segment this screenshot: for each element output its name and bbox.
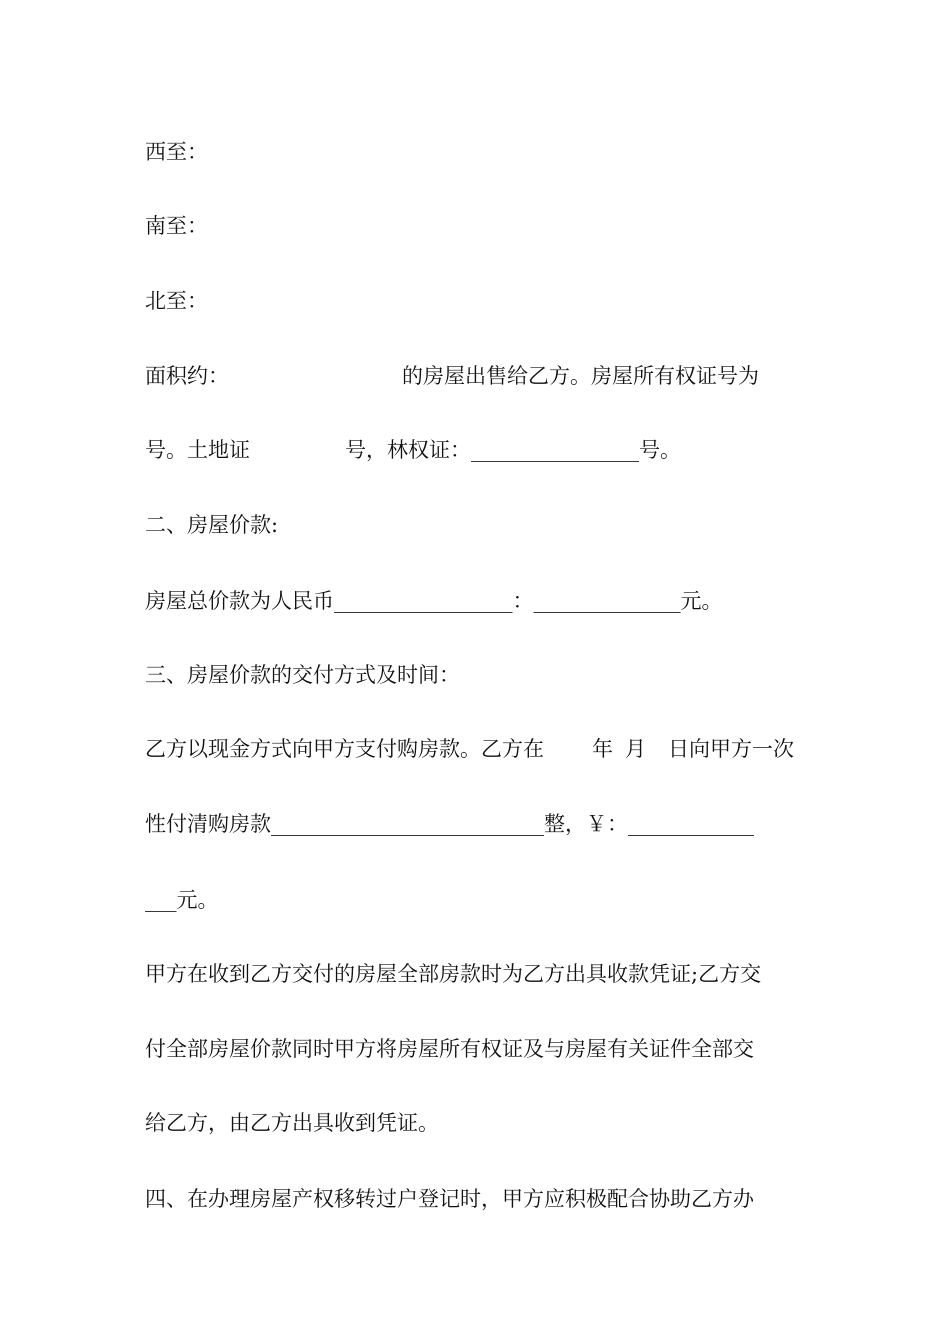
payment-amount-continued-line: [145, 884, 825, 916]
section-4-heading: [145, 1183, 825, 1215]
receipt-paragraph-line-3: [145, 1107, 825, 1139]
payment-month-label: 月: [625, 737, 646, 761]
boundary-west-text: 西至：: [145, 140, 208, 164]
section-3-text: 三、房屋价款的交付方式及时间：: [145, 663, 460, 687]
receipt-text-3: 给乙方，由乙方出具收到凭证。: [145, 1111, 439, 1135]
payment-amount-line: [145, 808, 825, 840]
total-price-line: [145, 585, 825, 617]
boundary-south-text: 南至：: [145, 214, 208, 238]
boundary-north-line: [145, 285, 825, 317]
area-line: [145, 360, 825, 392]
receipt-paragraph-line-1: [145, 958, 825, 990]
receipt-text-1: 甲方在收到乙方交付的房屋全部房款时为乙方出具收款凭证;乙方交: [145, 962, 762, 986]
payment-amount-text: 性付清购房款__________________________整，￥：____________: [145, 812, 754, 836]
section-2-heading: [145, 509, 825, 541]
payment-date-line: [145, 733, 825, 765]
payment-year-label: 年: [592, 737, 613, 761]
certificate-line: [145, 434, 825, 466]
section-2-text: 二、房屋价款:: [145, 513, 279, 537]
payment-intro-text: 乙方以现金方式向甲方支付购房款。乙方在: [145, 737, 544, 761]
receipt-paragraph-line-2: [145, 1033, 825, 1065]
payment-amount-continued-text: ___元。: [145, 888, 219, 912]
section-3-heading: [145, 659, 825, 691]
receipt-text-2: 付全部房屋价款同时甲方将房屋所有权证及与房屋有关证件全部交: [145, 1037, 754, 1061]
boundary-south-line: [145, 210, 825, 242]
payment-day-text: 日向甲方一次: [668, 737, 794, 761]
land-certificate-label: 号。土地证: [145, 438, 250, 462]
section-4-text: 四、在办理房屋产权移转过户登记时，甲方应积极配合协助乙方办: [145, 1187, 754, 1211]
forest-certificate-text: 号，林权证：________________号。: [345, 438, 681, 462]
boundary-west-line: [145, 136, 825, 168]
boundary-north-text: 北至：: [145, 289, 208, 313]
area-rest-text: 的房屋出售给乙方。房屋所有权证号为: [402, 364, 759, 388]
area-label: 面积约：: [145, 364, 229, 388]
total-price-text: 房屋总价款为人民币_________________：______________元。: [145, 589, 723, 613]
